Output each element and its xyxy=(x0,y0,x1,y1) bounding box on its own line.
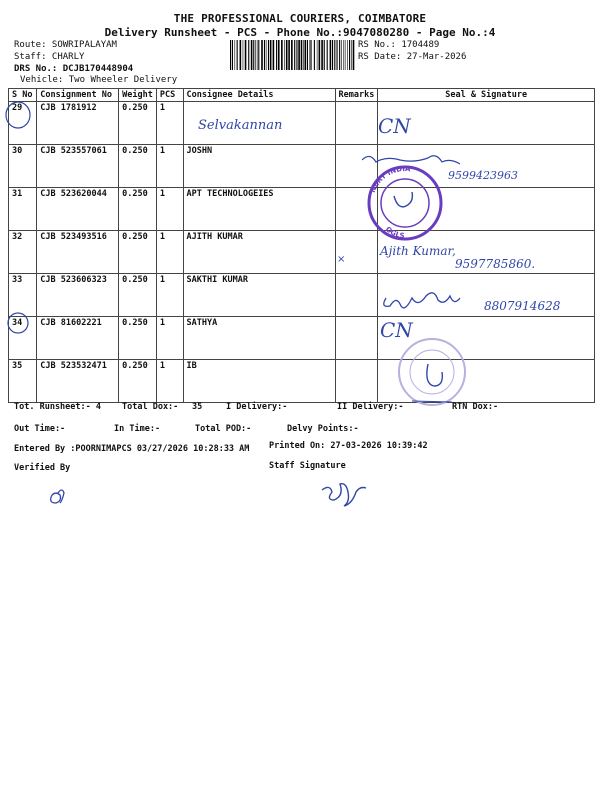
ii-delivery-label: II Delivery:- xyxy=(337,402,404,412)
stamp-text-top: NERY INDIA xyxy=(368,164,411,194)
table-row xyxy=(9,188,595,231)
in-time-label: In Time:- xyxy=(114,424,161,434)
cell-weight: 0.250 xyxy=(119,360,157,403)
rs-date: RS Date: 27-Mar-2026 xyxy=(358,52,467,62)
cell-consignment: CJB 1781912 xyxy=(37,102,119,145)
cell-pcs: 1 xyxy=(156,360,183,403)
cell-consignment: CJB 523606323 xyxy=(37,274,119,317)
col-header-remarks: Remarks xyxy=(335,89,378,102)
cell-consignment: CJB 523493516 xyxy=(37,231,119,274)
cell-consignee: APT TECHNOLOGEIES xyxy=(183,188,335,231)
barcode-image xyxy=(228,40,355,70)
cell-sno: 31 xyxy=(9,188,37,231)
cell-sno: 34 xyxy=(9,317,37,360)
col-header-pcs: PCS xyxy=(156,89,183,102)
handwritten-phone-32: 9597785860. xyxy=(455,257,536,271)
cell-pcs: 1 xyxy=(156,188,183,231)
cell-remarks xyxy=(335,360,378,403)
delvy-points-label: Delvy Points:- xyxy=(287,424,359,434)
cell-sno: 29 xyxy=(9,102,37,145)
entered-by: Entered By :POORNIMAPCS 03/27/2026 10:28:33 AM xyxy=(14,444,250,454)
cell-consignment: CJB 81602221 xyxy=(37,317,119,360)
cell-consignee: AJITH KUMAR xyxy=(183,231,335,274)
cell-weight: 0.250 xyxy=(119,317,157,360)
cell-consignee: SATHYA xyxy=(183,317,335,360)
printed-on: Printed On: 27-03-2026 10:39:42 xyxy=(269,441,428,451)
runsheet-table xyxy=(8,88,595,403)
cell-seal xyxy=(378,188,595,231)
col-header-consignment: Consignment No xyxy=(37,89,119,102)
cell-weight: 0.250 xyxy=(119,102,157,145)
table-row xyxy=(9,317,595,360)
cell-pcs: 1 xyxy=(156,317,183,360)
table-row xyxy=(9,145,595,188)
cell-seal xyxy=(378,102,595,145)
cell-remarks xyxy=(335,317,378,360)
handwritten-phone-30: 9599423963 xyxy=(448,169,518,182)
cell-consignee: IB xyxy=(183,360,335,403)
cell-consignment: CJB 523557061 xyxy=(37,145,119,188)
col-header-consignee: Consignee Details xyxy=(183,89,335,102)
table-row xyxy=(9,274,595,317)
cell-weight: 0.250 xyxy=(119,188,157,231)
cell-weight: 0.250 xyxy=(119,145,157,188)
cell-consignee: SAKTHI KUMAR xyxy=(183,274,335,317)
col-header-sno: S No xyxy=(9,89,37,102)
staff-signature-label: Staff Signature xyxy=(269,461,346,471)
route-label: Route: SOWRIPALAYAM xyxy=(14,40,117,50)
rtn-dox-label: RTN Dox:- xyxy=(452,402,499,412)
cell-weight: 0.250 xyxy=(119,274,157,317)
total-dox-label: Total Dox:- xyxy=(122,402,179,412)
staff-label: Staff: CHARLY xyxy=(14,52,85,62)
cell-pcs: 1 xyxy=(156,274,183,317)
handwritten-sig-34: CN xyxy=(380,318,413,342)
cell-seal xyxy=(378,317,595,360)
cell-remarks xyxy=(335,231,378,274)
verified-by-label: Verified By xyxy=(14,463,71,473)
handwritten-sig-29: CN xyxy=(378,114,411,138)
cell-sno: 32 xyxy=(9,231,37,274)
table-header-row xyxy=(9,89,595,102)
rs-number: RS No.: 1704489 xyxy=(358,40,440,50)
total-dox-value: 35 xyxy=(192,402,203,412)
table-row xyxy=(9,360,595,403)
cell-remarks xyxy=(335,102,378,145)
cell-weight: 0.250 xyxy=(119,231,157,274)
total-runsheet: Tot. Runsheet:- 4 xyxy=(14,402,101,412)
cell-seal xyxy=(378,274,595,317)
cell-remarks xyxy=(335,274,378,317)
cell-sno: 33 xyxy=(9,274,37,317)
handwritten-name-29: Selvakannan xyxy=(198,118,283,133)
out-time-label: Out Time:- xyxy=(14,424,66,434)
company-title: THE PROFESSIONAL COURIERS, COIMBATORE xyxy=(173,12,427,25)
col-header-weight: Weight xyxy=(119,89,157,102)
cell-seal xyxy=(378,145,595,188)
cell-seal xyxy=(378,231,595,274)
cell-pcs: 1 xyxy=(156,231,183,274)
staff-signature-ink xyxy=(322,484,366,506)
stamp-text-bottom: OGLS xyxy=(383,225,405,241)
col-header-seal: Seal & Signature xyxy=(378,89,595,102)
cell-consignment: CJB 523620044 xyxy=(37,188,119,231)
cell-sno: 30 xyxy=(9,145,37,188)
cell-pcs: 1 xyxy=(156,102,183,145)
remarks-mark-32: × xyxy=(337,254,346,265)
verified-initials xyxy=(51,490,64,503)
runsheet-subtitle: Delivery Runsheet - PCS - Phone No.:9047080280 - Page No.:4 xyxy=(104,26,496,39)
drs-number: DRS No.: DCJB170448904 xyxy=(14,64,134,74)
vehicle-label: Vehicle: Two Wheeler Delivery xyxy=(20,75,178,85)
cell-consignment: CJB 523532471 xyxy=(37,360,119,403)
cell-remarks xyxy=(335,188,378,231)
total-pod-label: Total POD:- xyxy=(195,424,252,434)
i-delivery-label: I Delivery:- xyxy=(226,402,288,412)
cell-remarks xyxy=(335,145,378,188)
table-row xyxy=(9,102,595,145)
cell-seal xyxy=(378,360,595,403)
cell-sno: 35 xyxy=(9,360,37,403)
cell-pcs: 1 xyxy=(156,145,183,188)
cell-consignee xyxy=(183,102,335,145)
handwritten-phone-33: 8807914628 xyxy=(484,299,561,313)
cell-consignee: JOSHN xyxy=(183,145,335,188)
handwritten-name-32: Ajith Kumar, xyxy=(380,244,456,258)
table-row xyxy=(9,231,595,274)
